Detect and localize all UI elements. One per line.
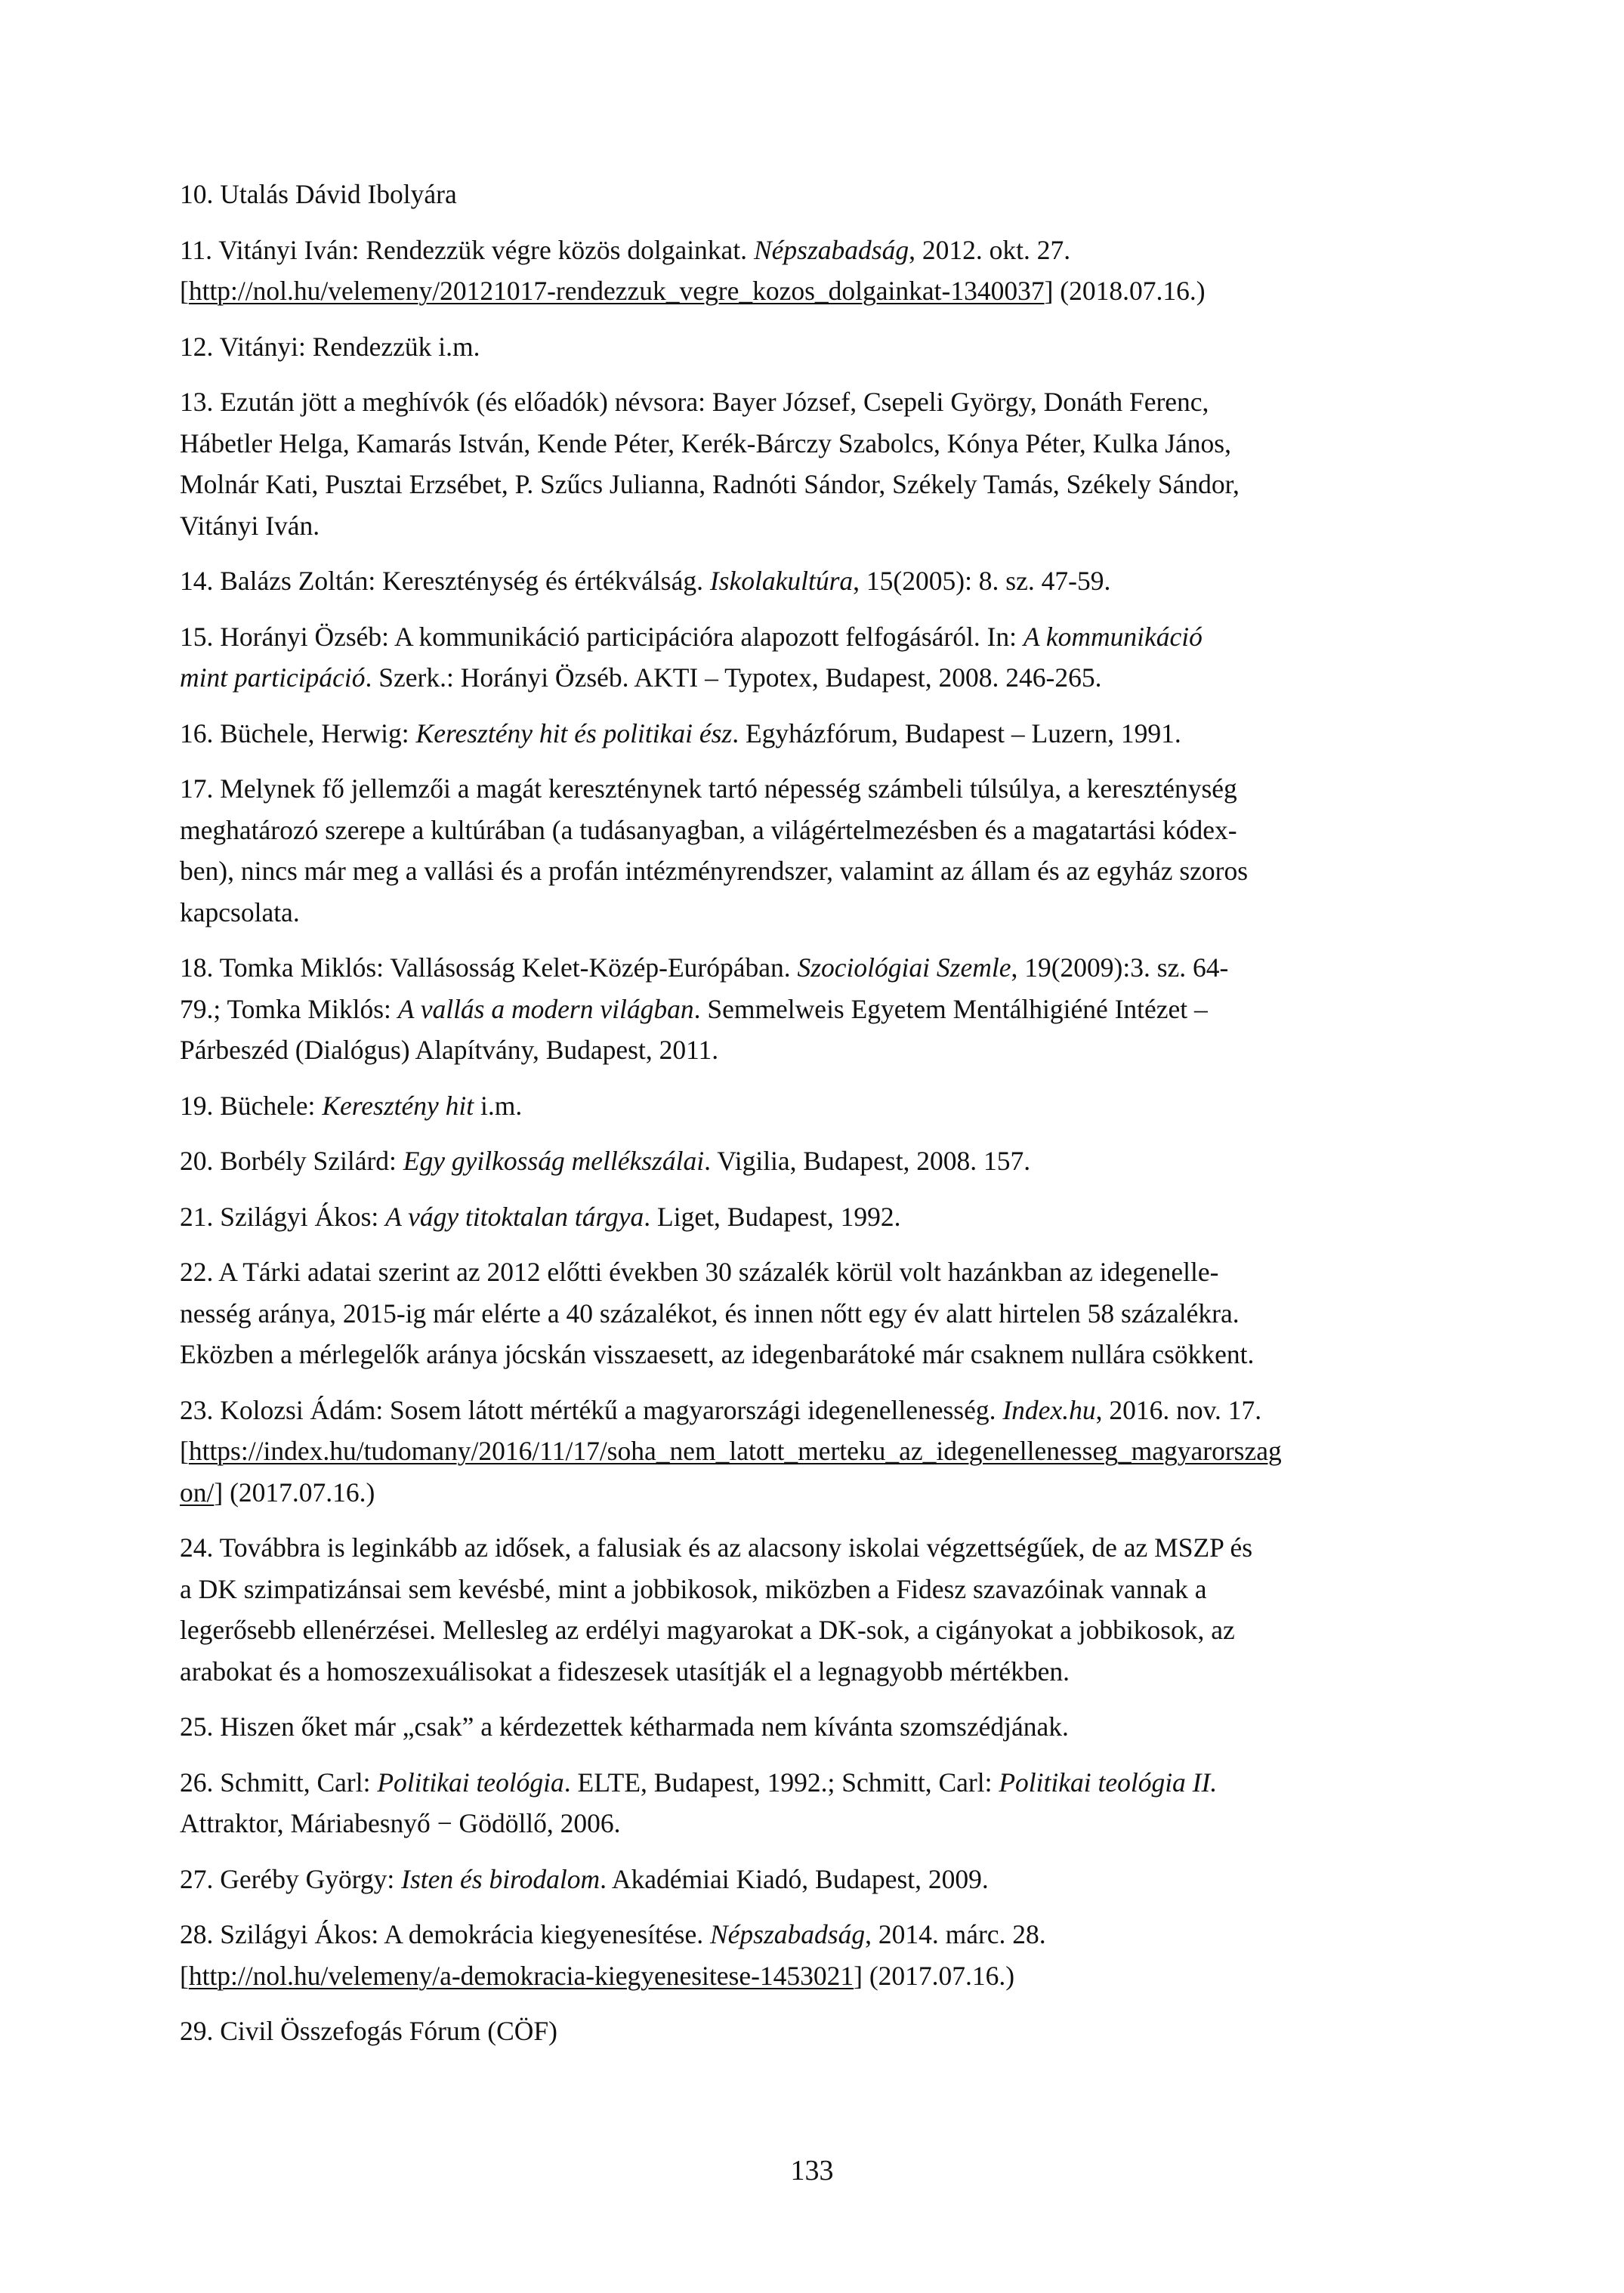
footnote-text: Szilágyi Ákos: [220,1201,386,1232]
footnote-number: 14. [180,566,221,596]
footnote-line [180,892,1449,934]
footnote-line [180,1762,1449,1804]
footnote-17 [180,768,1449,933]
footnote-text: , 2014. márc. 28. [865,1919,1046,1949]
footnote-text: . Vigilia, Budapest, 2008. 157. [704,1146,1031,1176]
footnote-text: Vitányi: Rendezzük i.m. [219,331,480,362]
footnote-line [180,1609,1449,1651]
footnote-text: , 19(2009):3. sz. 64- [1011,952,1229,983]
italic-title: A vallás a modern világban [397,993,694,1024]
footnote-line [180,1706,1449,1748]
footnote-number: 17. [180,773,221,804]
footnote-text: . ELTE, Budapest, 1992.; Schmitt, Carl: [563,1767,999,1798]
footnote-21 [180,1196,1449,1238]
footnote-number: 16. [180,718,221,748]
footnote-15 [180,616,1449,699]
footnote-number: 20. [180,1146,221,1176]
footnote-number: 25. [180,1711,221,1742]
footnote-line [180,1472,1449,1514]
footnote-line [180,1569,1449,1610]
footnote-line [180,810,1449,851]
footnote-text: Tomka Miklós: Vallásosság Kelet-Közép-Európában. [219,952,798,983]
footnote-25 [180,1706,1449,1748]
footnote-line [180,1430,1449,1472]
footnote-text: ] (2017.07.16.) [214,1477,375,1508]
footnote-line [180,1251,1449,1293]
footnote-text: Párbeszéd (Dialógus) Alapítvány, Budapest, 2011. [180,1035,719,1065]
footnote-text: Civil Összefogás Fórum (CÖF) [220,2016,557,2046]
footnote-line [180,850,1449,892]
footnote-20 [180,1140,1449,1182]
footnote-text: . Liget, Budapest, 1992. [644,1201,901,1232]
footnote-number: 13. [180,387,221,417]
footnote-line [180,230,1449,271]
footnote-text: nesség aránya, 2015-ig már elérte a 40 százalékot, és innen nőtt egy év alatt hirtelen 58 százalékra. [180,1298,1240,1329]
footnote-10 [180,174,1449,215]
footnote-number: 21. [180,1201,221,1232]
footnote-line [180,1859,1449,1900]
footnote-29 [180,2011,1449,2052]
footnote-text: a DK szimpatizánsai sem kevésbé, mint a jobbikosok, miközben a Fidesz szavazóinak vannak a [180,1573,1207,1604]
footnote-text: Attraktor, Máriabesnyő − Gödöllő, 2006. [180,1808,621,1838]
reference-link[interactable]: http://nol.hu/velemeny/a-demokracia-kiegyenesitese-1453021 [188,1960,854,1991]
footnote-text: Geréby György: [220,1863,402,1894]
italic-title: Iskolakultúra [709,566,854,596]
footnote-number: 23. [180,1394,221,1425]
footnote-text: Vitányi Iván: Rendezzük végre közös dolgainkat. [218,234,754,265]
footnote-text: kapcsolata. [180,897,300,927]
footnote-number: 11. [180,234,219,265]
italic-title: Index.hu [1002,1394,1096,1425]
footnote-number: 15. [180,621,221,652]
footnote-text: 79.; Tomka Miklós: [180,993,398,1024]
footnote-text: , 2012. okt. 27. [909,234,1071,265]
footnote-19 [180,1085,1449,1127]
italic-title: A kommunikáció [1023,621,1203,652]
footnote-11 [180,230,1449,312]
footnote-text: Büchele: [220,1090,323,1121]
footnote-line [180,1803,1449,1844]
footnote-line [180,1390,1449,1431]
footnote-line [180,326,1449,368]
footnote-line [180,1955,1449,1997]
footnote-22 [180,1251,1449,1375]
reference-link[interactable]: https://index.hu/tudomany/2016/11/17/soha_nem_latott_merteku_az_idegenellenesseg_magyarorszag [188,1436,1282,1466]
footnote-14 [180,560,1449,602]
reference-link[interactable]: on/ [180,1477,215,1508]
footnote-text: meghatározó szerepe a kultúrában (a tudásanyagban, a világértelmezésben és a magatartási kódex- [180,814,1237,845]
footnote-text: ] (2017.07.16.) [854,1960,1015,1991]
footnote-18 [180,947,1449,1071]
footnote-line [180,464,1449,505]
footnote-line [180,270,1449,312]
footnote-line [180,713,1449,755]
italic-title: Isten és birodalom [401,1863,601,1894]
footnote-text: Továbbra is leginkább az idősek, a falusiak és az alacsony iskolai végzettségűek, de az MSZP és [219,1532,1253,1563]
italic-title: Szociológiai Szemle [797,952,1011,983]
footnote-text: ben), nincs már meg a vallási és a profán intézményrendszer, valamint az állam és az egyház szoros [180,856,1249,886]
footnote-number: 18. [180,952,220,983]
footnote-13 [180,381,1449,546]
reference-link[interactable]: http://nol.hu/velemeny/20121017-rendezzuk_vegre_kozos_dolgainkat-1340037 [188,276,1045,306]
footnote-line [180,505,1449,547]
footnote-text: Büchele, Herwig: [220,718,416,748]
footnote-number: 29. [180,2016,221,2046]
footnote-text: A Tárki adatai szerint az 2012 előtti években 30 százalék körül volt hazánkban az idegenelle- [218,1257,1219,1287]
footnote-23 [180,1390,1449,1514]
footnote-text: Balázs Zoltán: Kereszténység és értékválság. [220,566,710,596]
footnote-line [180,1651,1449,1693]
footnote-27 [180,1859,1449,1900]
footnote-text: Hábetler Helga, Kamarás István, Kende Péter, Kerék-Bárczy Szabolcs, Kónya Péter, Kulka János, [180,427,1231,458]
footnote-number: 12. [180,331,220,362]
italic-title: Politikai teológia II. [999,1767,1218,1798]
footnote-number: 26. [180,1767,221,1798]
footnote-line [180,989,1449,1030]
footnote-text: . Egyházfórum, Budapest – Luzern, 1991. [732,718,1181,748]
italic-title: Népszabadság [709,1919,866,1949]
italic-title: Népszabadság [753,234,909,265]
footnote-text: . Semmelweis Egyetem Mentálhigiéné Intézet – [693,993,1208,1024]
italic-title: mint participáció [180,662,366,693]
footnote-text: Szilágyi Ákos: A demokrácia kiegyenesítése. [220,1919,710,1949]
footnote-line [180,1334,1449,1375]
footnote-number: 10. [180,179,221,209]
footnote-line [180,2011,1449,2052]
italic-title: A vágy titoktalan tárgya [385,1201,644,1232]
footnote-line [180,1196,1449,1238]
italic-title: Keresztény hit [322,1090,474,1121]
footnote-text: . Szerk.: Horányi Özséb. AKTI – Typotex, Budapest, 2008. 246-265. [365,662,1102,693]
footnote-text: Vitányi Iván. [180,510,320,541]
footnote-line [180,1029,1449,1071]
italic-title: Politikai teológia [377,1767,564,1798]
footnote-text: Borbély Szilárd: [220,1146,403,1176]
footnote-text: Schmitt, Carl: [220,1767,378,1798]
footnote-text: Utalás Dávid Ibolyára [220,179,457,209]
footnote-number: 22. [180,1257,219,1287]
footnote-text: , 2016. nov. 17. [1095,1394,1262,1425]
footnote-number: 19. [180,1090,221,1121]
footnote-28 [180,1914,1449,1996]
footnote-text: [ [180,276,189,306]
page-number: 133 [790,2155,834,2187]
footnote-line [180,768,1449,810]
italic-title: Egy gyilkosság mellékszálai [403,1146,705,1176]
footnote-line [180,560,1449,602]
footnote-line [180,423,1449,464]
footnote-text: Ezután jött a meghívók (és előadók) névsora: Bayer József, Csepeli György, Donáth Ferenc, [220,387,1209,417]
footnote-line [180,1914,1449,1955]
footnote-line [180,947,1449,989]
footnote-number: 27. [180,1863,221,1894]
footnote-number: 24. [180,1532,220,1563]
footnote-text: Hiszen őket már „csak” a kérdezettek kétharmada nem kívánta szomszédjának. [220,1711,1069,1742]
footnote-text: arabokat és a homoszexuálisokat a fideszesek utasítják el a legnagyobb mértékben. [180,1656,1070,1687]
italic-title: Keresztény hit és politikai ész [415,718,733,748]
footnote-line [180,174,1449,215]
footnote-line [180,1527,1449,1569]
footnote-12 [180,326,1449,368]
footnotes-page [180,174,1449,2066]
footnote-text: ] (2018.07.16.) [1044,276,1206,306]
footnote-line [180,1085,1449,1127]
footnote-text: . Akadémiai Kiadó, Budapest, 2009. [600,1863,989,1894]
footnote-text: i.m. [474,1090,523,1121]
footnote-text: [ [180,1960,189,1991]
footnote-line [180,616,1449,658]
footnote-text: [ [180,1436,189,1466]
footnote-text: Eközben a mérlegelők aránya jócskán visszaesett, az idegenbarátoké már csaknem nullára csökkent. [180,1339,1255,1369]
footnote-text: Melynek fő jellemzői a magát kereszténynek tartó népesség számbeli túlsúlya, a kereszténység [220,773,1237,804]
footnote-text: , 15(2005): 8. sz. 47-59. [853,566,1111,596]
footnote-text: Horányi Özséb: A kommunikáció participációra alapozott felfogásáról. In: [220,621,1023,652]
footnote-text: legerősebb ellenérzései. Mellesleg az erdélyi magyarokat a DK-sok, a cigányokat a jobbikosok, az [180,1615,1235,1645]
footnote-line [180,657,1449,699]
footnote-text: Kolozsi Ádám: Sosem látott mértékű a magyarországi idegenellenesség. [220,1394,1003,1425]
footnote-number: 28. [180,1919,221,1949]
footnote-line [180,1293,1449,1335]
footnote-line [180,381,1449,423]
footnote-24 [180,1527,1449,1692]
footnote-line [180,1140,1449,1182]
footnote-16 [180,713,1449,755]
footnote-text: Molnár Kati, Pusztai Erzsébet, P. Szűcs Julianna, Radnóti Sándor, Székely Tamás, Székely Sándor, [180,469,1240,499]
footnote-26 [180,1762,1449,1844]
